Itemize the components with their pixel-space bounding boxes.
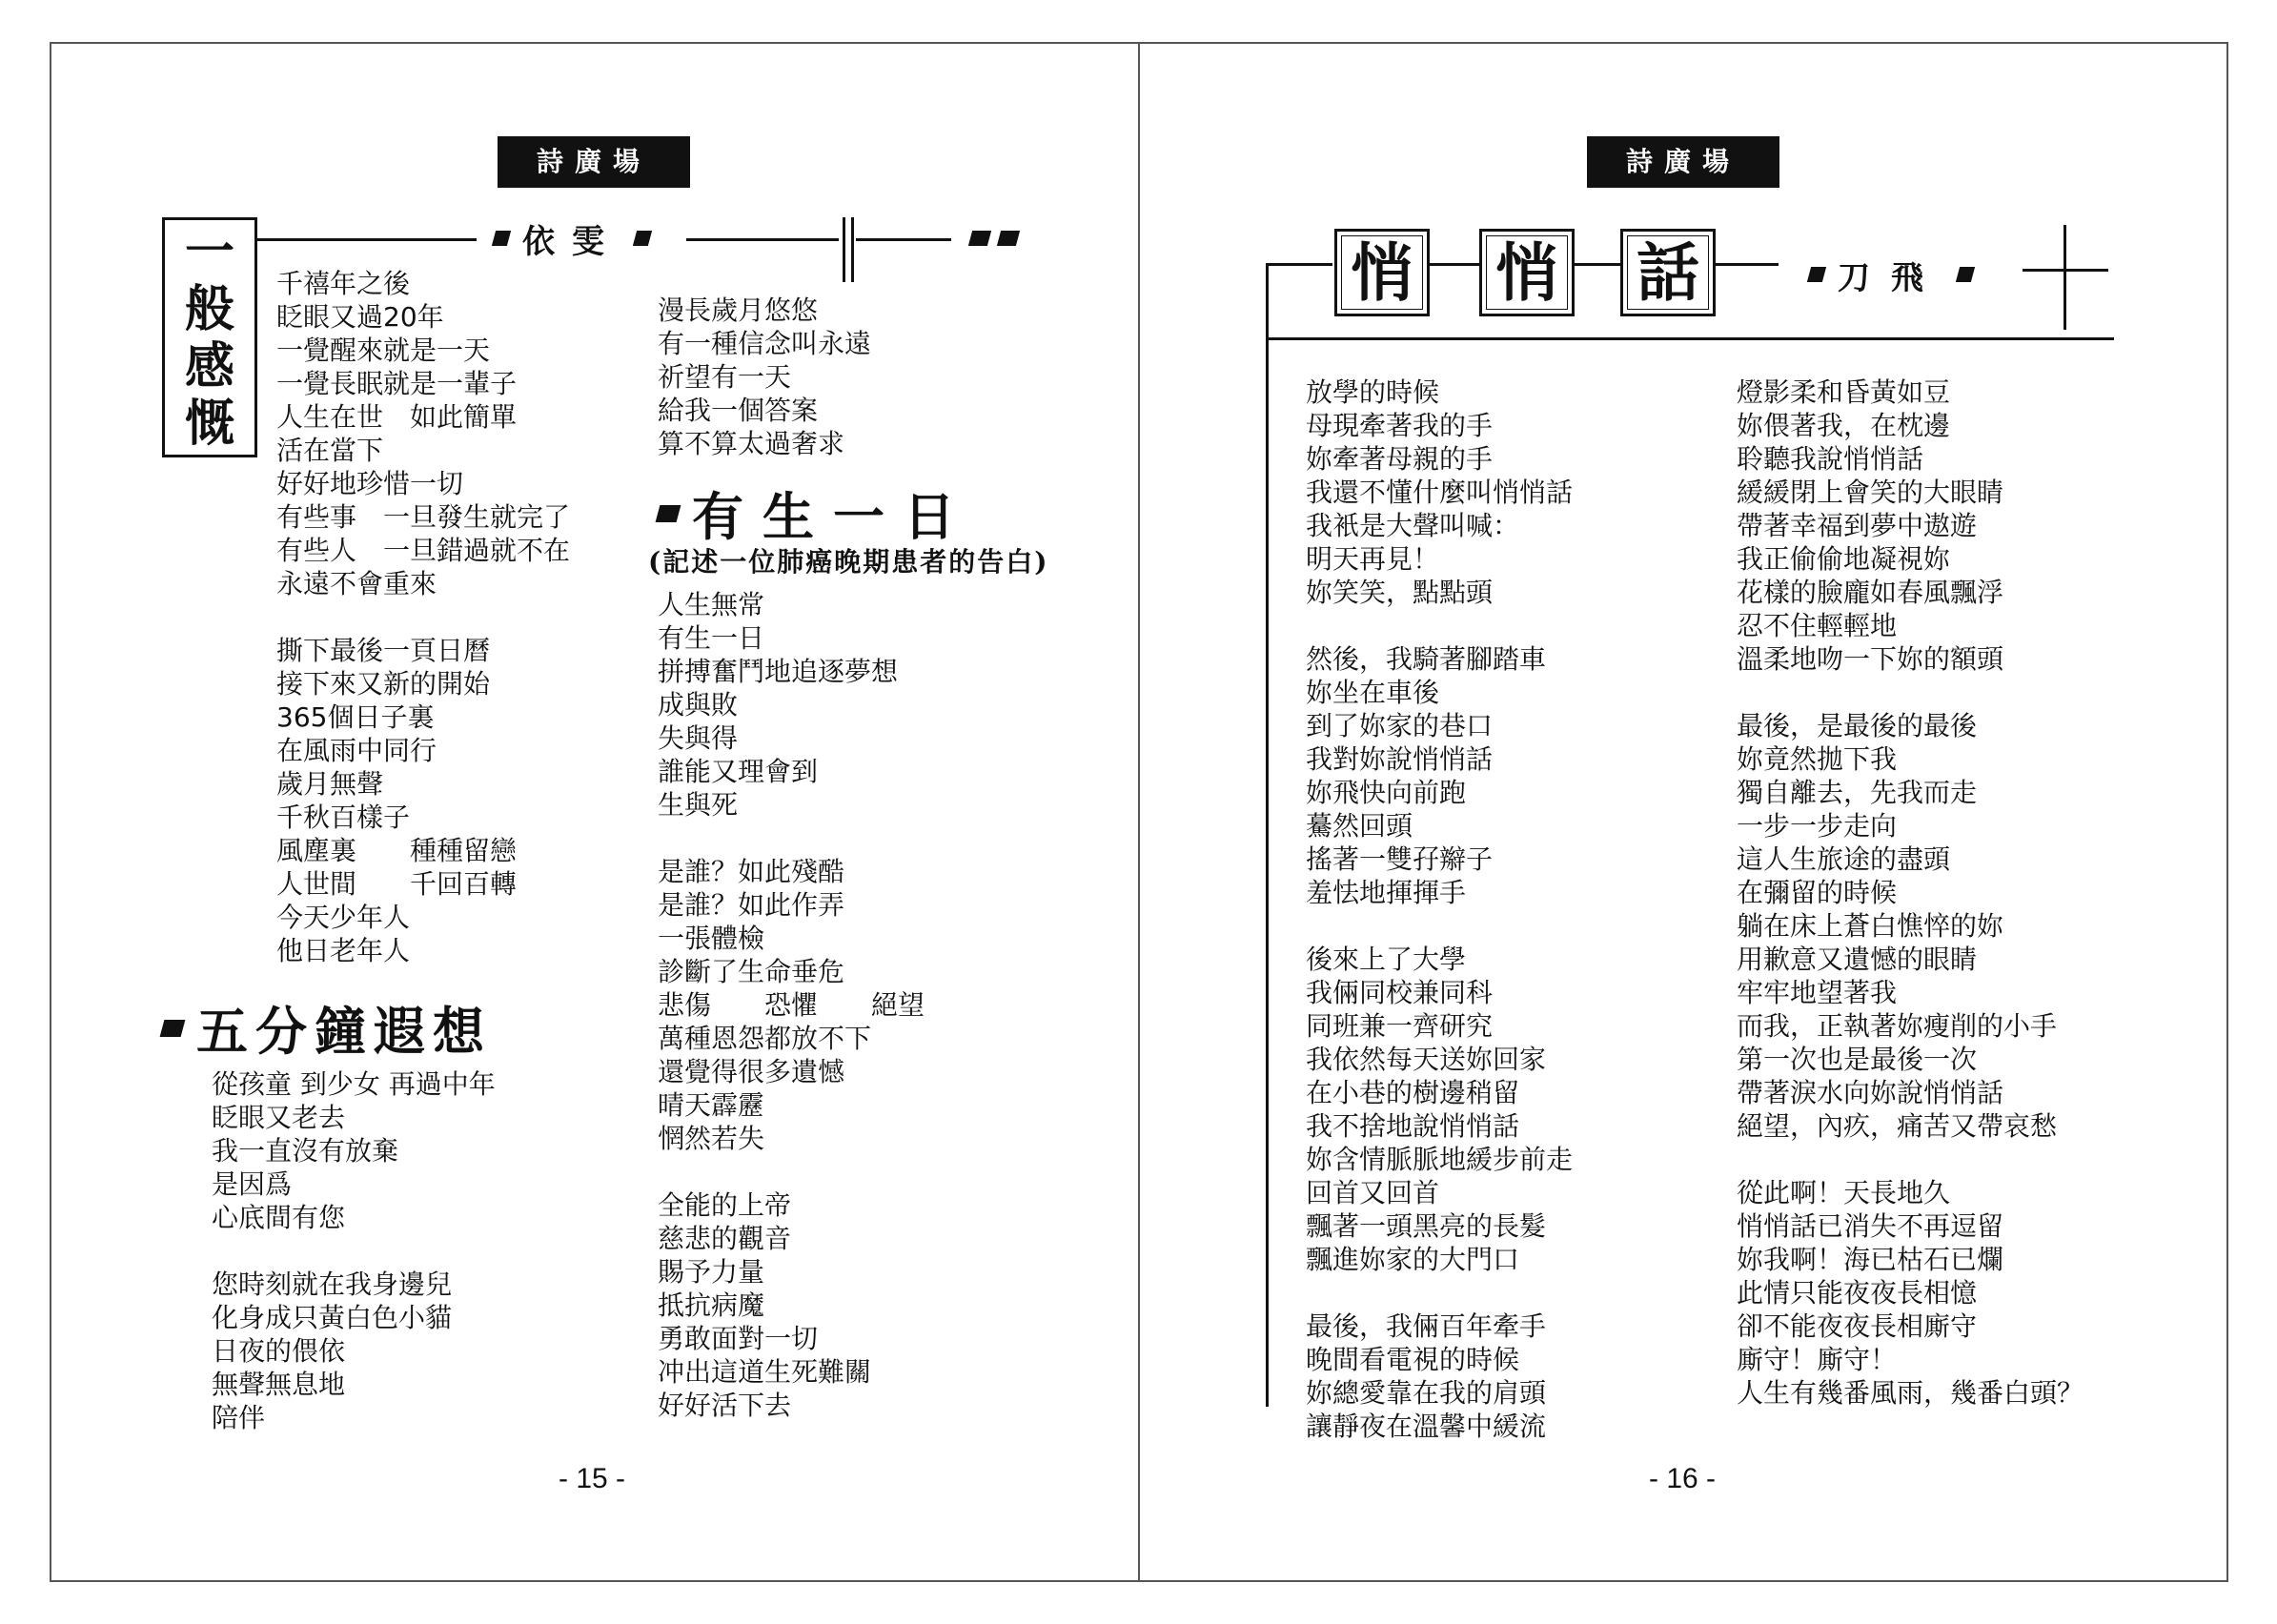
- poem-line: 有生一日: [658, 622, 765, 654]
- poem-line: 日夜的偎依: [212, 1335, 346, 1367]
- poem-line: 人生有幾番風雨，幾番白頭？: [1737, 1377, 2084, 1409]
- poem-line: 躺在床上蒼白憔悴的妳: [1737, 910, 2004, 942]
- poem-line: 悄悄話已消失不再逗留: [1737, 1210, 2004, 1242]
- poem-line: 此情只能夜夜長相憶: [1737, 1277, 1978, 1309]
- poem-line: 一步一步走向: [1737, 810, 1898, 842]
- poem-line: 是因爲: [212, 1168, 293, 1200]
- poem-line: 拼搏奮鬥地追逐夢想: [658, 656, 899, 687]
- poem-general-col2: [658, 294, 871, 460]
- poem-line: 帶著淚水向妳說悄悄話: [1737, 1077, 2004, 1108]
- poem-line: 最後，我倆百年牽手: [1306, 1310, 1547, 1342]
- square-marker-icon: [968, 231, 991, 246]
- poem-line: 無聲無息地: [212, 1369, 346, 1400]
- square-marker-icon: [997, 231, 1020, 246]
- title-char-3: 話: [1620, 229, 1716, 316]
- poem-line: 漫長歲月悠悠: [658, 294, 819, 326]
- page-number-right: - 16 -: [1649, 1463, 1717, 1494]
- poem-line: 晴天霹靂: [658, 1089, 765, 1121]
- author-left: [494, 217, 650, 259]
- title-char-2: 悄: [1479, 229, 1575, 316]
- poem-line: 我不捨地說悄悄話: [1306, 1110, 1520, 1142]
- poem-line: 歲月無聲: [276, 768, 384, 800]
- poem-line: 今天少年人: [276, 902, 411, 933]
- poem-line: 還覺得很多遺憾: [658, 1056, 845, 1087]
- poem-line: 在風雨中同行: [276, 735, 437, 766]
- title-general-char-1: 一: [184, 223, 234, 281]
- header-rule-right-1: [1266, 263, 1332, 266]
- poem-line: 後來上了大學: [1306, 944, 1467, 975]
- poem-line: 絕望，內疚，痛苦又帶哀愁: [1737, 1110, 2058, 1142]
- square-marker-icon: [492, 231, 511, 246]
- poem-line: 牢牢地望著我: [1737, 977, 1898, 1008]
- author-right: [1809, 254, 1973, 295]
- poem-line: 妳牽著母親的手: [1306, 443, 1494, 475]
- header-bar-left-b: [851, 217, 854, 282]
- header-rule-right-2: [1430, 263, 1479, 266]
- poem-line: [276, 600, 570, 634]
- poem-line: 羞怯地揮揮手: [1306, 877, 1467, 908]
- poem-line: 有些人 一旦錯過就不在: [276, 535, 571, 566]
- title-five-minutes-text: 五分鐘遐想: [196, 1001, 492, 1062]
- poem-line: 失與得: [658, 722, 739, 754]
- author-left-name: 依雯: [522, 222, 621, 261]
- poem-line: 從孩童 到少女 再過中年: [212, 1068, 496, 1100]
- poem-line: 一覺長眠就是一輩子: [276, 368, 518, 399]
- poem-line: 有一種信念叫永遠: [658, 328, 872, 359]
- poem-line: 聆聽我說悄悄話: [1737, 443, 1924, 475]
- poem-line: 眨眼又過20年: [276, 301, 444, 333]
- poem-line: 溫柔地吻一下妳的額頭: [1737, 643, 2004, 675]
- poem-line: 算不算太過奢求: [658, 428, 845, 459]
- poem-line: 惘然若失: [658, 1123, 765, 1154]
- poem-general-col1: [276, 267, 570, 967]
- poem-line: 365個日子裏: [276, 701, 435, 733]
- poem-line: 廝守！廝守！: [1737, 1344, 1898, 1375]
- poem-line: 第一次也是最後一次: [1737, 1044, 1978, 1075]
- poem-whisper-col1: [1306, 376, 1573, 1443]
- poem-line: 化身成只黃白色小貓: [212, 1302, 453, 1333]
- poem-line: 我還不懂什麼叫悄悄話: [1306, 477, 1574, 508]
- poem-line: 是誰？如此作弄: [658, 889, 845, 921]
- subtitle-one-day: (記述一位肺癌晚期患者的告白): [648, 546, 1049, 578]
- poem-line: 緩緩閉上會笑的大眼睛: [1737, 477, 2004, 508]
- poem-line: 花樣的臉龐如春風飄浮: [1737, 577, 2004, 608]
- header-rule-left-3: [856, 238, 951, 241]
- poem-line: 慈悲的觀音: [658, 1223, 792, 1254]
- poem-line: 撕下最後一頁日曆: [276, 635, 491, 666]
- poem-line: 我一直沒有放棄: [212, 1135, 399, 1167]
- poem-line: 然後，我騎著腳踏車: [1306, 643, 1547, 675]
- square-marker-icon: [1807, 267, 1826, 282]
- poem-line: 冲出這道生死難關: [658, 1356, 872, 1388]
- poem-line: [1737, 676, 2084, 709]
- poem-line: 妳含情脈脈地緩步前走: [1306, 1144, 1574, 1175]
- header-rule-left-1: [257, 238, 477, 241]
- poem-line: 這人生旅途的盡頭: [1737, 843, 1951, 875]
- poem-line: 用歉意又遺憾的眼睛: [1737, 944, 1978, 975]
- title-general-char-2: 般: [184, 280, 234, 338]
- section-tag-right: 詩廣場: [1587, 136, 1779, 188]
- poem-line: 妳飛快向前跑: [1306, 777, 1467, 808]
- poem-line: 好好活下去: [658, 1390, 792, 1421]
- header-rule-left-2: [686, 238, 839, 241]
- poem-line: 母現牽著我的手: [1306, 410, 1494, 441]
- poem-line: 萬種恩怨都放不下: [658, 1023, 872, 1054]
- poem-line: 同班兼一齊研究: [1306, 1010, 1494, 1042]
- poem-line: 生與死: [658, 789, 739, 821]
- square-marker-icon: [160, 1020, 186, 1037]
- title-general-char-4: 慨: [184, 395, 234, 453]
- poem-line: 回首又回首: [1306, 1177, 1440, 1208]
- poem-line: 妳偎著我，在枕邊: [1737, 410, 1951, 441]
- poem-line: 好好地珍惜一切: [276, 468, 464, 499]
- poem-line: 帶著幸福到夢中遨遊: [1737, 510, 1978, 541]
- header-rule-right-4: [1716, 263, 1779, 266]
- square-marker-icon: [1956, 267, 1975, 282]
- poem-line: 成與敗: [658, 689, 739, 721]
- poem-line: 妳我啊！海已枯石已爛: [1737, 1244, 2004, 1275]
- poem-line: 最後，是最後的最後: [1737, 710, 1978, 741]
- poem-line: 祈望有一天: [658, 361, 792, 393]
- poem-line: 在小巷的樹邊稍留: [1306, 1077, 1520, 1108]
- poem-line: [212, 1234, 496, 1268]
- poem-line: 風塵裏 種種留戀: [276, 835, 518, 866]
- title-general-box: [162, 217, 257, 457]
- poem-line: 您時刻就在我身邊兒: [212, 1269, 453, 1300]
- poem-whisper-col2: [1737, 376, 2084, 1410]
- header-rule-right-6: [1266, 337, 2114, 340]
- page-number-left: - 15 -: [559, 1463, 626, 1494]
- poem-line: 抵抗病魔: [658, 1289, 765, 1321]
- header-rule-right-3: [1575, 263, 1620, 266]
- poem-line: 晚間看電視的時候: [1306, 1344, 1520, 1375]
- poem-five-minutes: [212, 1067, 496, 1434]
- poem-line: [1306, 609, 1573, 642]
- square-marker-icon: [633, 231, 652, 246]
- poem-line: [1306, 1276, 1573, 1309]
- poem-line: 妳笑笑，點點頭: [1306, 577, 1494, 608]
- poem-line: 而我，正執著妳瘦削的小手: [1737, 1010, 2058, 1042]
- poem-line: 我依然每天送妳回家: [1306, 1044, 1547, 1075]
- poem-line: 妳坐在車後: [1306, 677, 1440, 708]
- header-bar-right-left: [1266, 263, 1269, 1407]
- poem-line: [1306, 909, 1573, 943]
- poem-line: 到了妳家的巷口: [1306, 710, 1494, 741]
- poem-line: 搖著一雙孖辮子: [1306, 843, 1494, 875]
- poem-line: 飄著一頭黑亮的長髮: [1306, 1210, 1547, 1242]
- poem-line: 妳竟然拋下我: [1737, 743, 1898, 775]
- poem-line: 勇敢面對一切: [658, 1323, 819, 1354]
- poem-line: [658, 1155, 925, 1188]
- poem-line: 誰能又理會到: [658, 756, 819, 787]
- poem-line: 讓靜夜在溫馨中緩流: [1306, 1411, 1547, 1442]
- header-squares-left: [970, 231, 1018, 246]
- poem-line: 眨眼又老去: [212, 1102, 346, 1133]
- section-tag-left: 詩廣場: [498, 136, 690, 188]
- title-one-day: [658, 477, 974, 550]
- poem-line: 我對妳說悄悄話: [1306, 743, 1494, 775]
- poem-line: 人世間 千回百轉: [276, 868, 518, 900]
- poem-line: 明天再見！: [1306, 543, 1440, 575]
- poem-line: 卻不能夜夜長相廝守: [1737, 1310, 1978, 1342]
- poem-line: 妳總愛靠在我的肩頭: [1306, 1377, 1547, 1409]
- poem-line: 在彌留的時候: [1737, 877, 1898, 908]
- poem-line: 心底間有您: [212, 1202, 346, 1233]
- poem-line: 人生無常: [658, 589, 765, 620]
- poem-line: [1737, 1143, 2084, 1176]
- poem-line: 千禧年之後: [276, 268, 411, 299]
- title-general-char-3: 感: [184, 337, 234, 396]
- poem-line: 燈影柔和昏黃如豆: [1737, 376, 1951, 408]
- poem-line: 放學的時候: [1306, 376, 1440, 408]
- poem-line: [658, 822, 925, 855]
- poem-line: 獨自離去，先我而走: [1737, 777, 1978, 808]
- header-bar-right-cross: [2064, 225, 2066, 330]
- poem-line: 給我一個答案: [658, 395, 819, 426]
- poem-line: 是誰？如此殘酷: [658, 856, 845, 887]
- poem-line: 陪伴: [212, 1402, 266, 1433]
- poem-line: 我衹是大聲叫喊：: [1306, 510, 1520, 541]
- poem-line: 一張體檢: [658, 923, 765, 954]
- poem-one-day: [658, 588, 925, 1422]
- poem-line: 接下來又新的開始: [276, 668, 491, 700]
- poem-line: 從此啊！天長地久: [1737, 1177, 1951, 1208]
- poem-line: 全能的上帝: [658, 1189, 792, 1221]
- poem-line: 驀然回頭: [1306, 810, 1413, 842]
- poem-line: 我正偷偷地凝視妳: [1737, 543, 1951, 575]
- title-five-minutes: [162, 991, 492, 1065]
- poem-line: 忍不住輕輕地: [1737, 610, 1898, 641]
- poem-line: 我倆同校兼同科: [1306, 977, 1494, 1008]
- poem-line: 賜予力量: [658, 1256, 765, 1288]
- poem-line: 千秋百樣子: [276, 802, 411, 833]
- author-right-name: 刀飛: [1838, 258, 1944, 297]
- poem-line: 一覺醒來就是一天: [276, 335, 491, 366]
- square-marker-icon: [656, 505, 681, 522]
- poem-line: 診斷了生命垂危: [658, 956, 845, 987]
- poem-line: 飄進妳家的大門口: [1306, 1244, 1520, 1275]
- header-bar-left-a: [843, 217, 845, 282]
- poem-line: 他日老年人: [276, 935, 411, 966]
- poem-line: 活在當下: [276, 435, 384, 466]
- book-spine: [1138, 42, 1140, 1582]
- poem-line: 悲傷 恐懼 絕望: [658, 989, 925, 1021]
- poem-line: 永遠不會重來: [276, 568, 437, 599]
- title-char-1: 悄: [1334, 229, 1430, 316]
- title-one-day-text: 有生一日: [692, 486, 974, 547]
- poem-line: 人生在世 如此簡單: [276, 401, 518, 433]
- poem-line: 有些事 一旦發生就完了: [276, 501, 571, 533]
